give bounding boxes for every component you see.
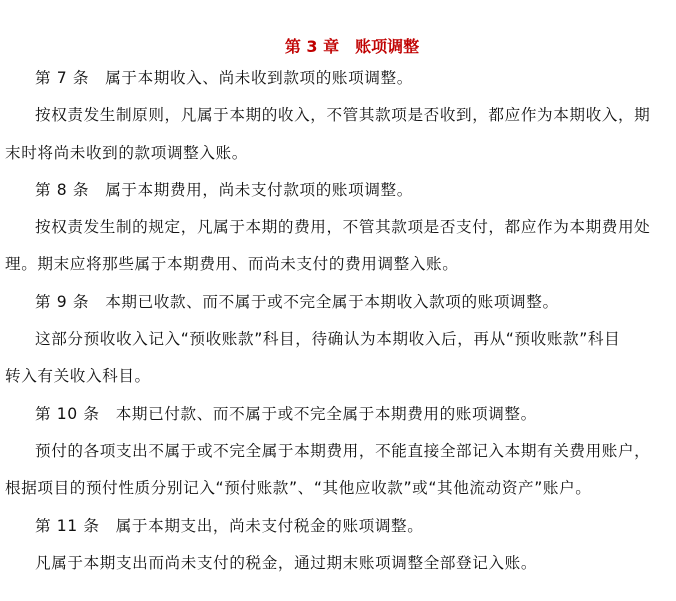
paragraph-line: 末时将尚未收到的款项调整入账。 [5, 143, 248, 162]
paragraph-line: 这部分预收收入记入“预收账款”科目，待确认为本期收入后，再从“预收账款”科目 [35, 330, 621, 349]
article-heading: 第 8 条 属于本期费用，尚未支付款项的账项调整。 [35, 180, 413, 199]
paragraph-line: 按权责发生制原则，凡属于本期的收入，不管其款项是否收到，都应作为本期收入，期 [35, 106, 651, 125]
document-body [0, 60, 676, 582]
paragraph-line: 根据项目的预付性质分别记入“预付账款”、“其他应收款”或“其他流动资产”账户。 [5, 479, 592, 498]
article-heading: 第 11 条 属于本期支出，尚未支付税金的账项调整。 [35, 516, 424, 535]
paragraph-line: 理。期末应将那些属于本期费用、而尚未支付的费用调整入账。 [5, 255, 459, 274]
article-heading: 第 10 条 本期已付款、而不属于或不完全属于本期费用的账项调整。 [35, 404, 537, 423]
paragraph-line: 凡属于本期支出而尚未支付的税金，通过期末账项调整全部登记入账。 [35, 553, 538, 572]
paragraph-line: 转入有关收入科目。 [5, 367, 151, 386]
paragraph-line: 按权责发生制的规定，凡属于本期的费用，不管其款项是否支付，都应作为本期费用处 [35, 218, 651, 237]
chapter-title: 第 3 章 账项调整 [284, 37, 420, 56]
paragraph-line: 预付的各项支出不属于或不完全属于本期费用，不能直接全部记入本期有关费用账户， [35, 441, 651, 460]
article-heading: 第 9 条 本期已收款、而不属于或不完全属于本期收入款项的账项调整。 [35, 292, 559, 311]
article-heading: 第 7 条 属于本期收入、尚未收到款项的账项调整。 [35, 69, 413, 87]
